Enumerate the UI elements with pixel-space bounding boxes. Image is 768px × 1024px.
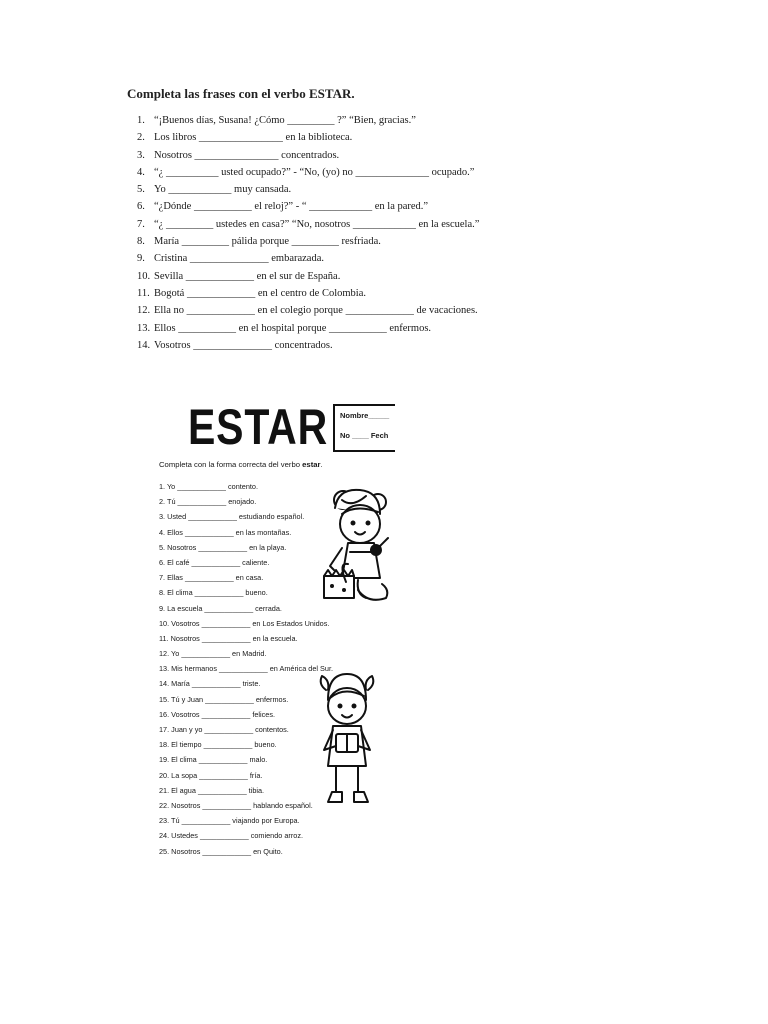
exercise-item: 17. Juan y yo ____________ contentos. xyxy=(159,725,289,734)
instructions-suffix: . xyxy=(320,460,323,469)
exercise-item: 3. Usted ____________ estudiando español. xyxy=(159,512,305,522)
exercise-number: 9. xyxy=(137,253,145,265)
exercise-item: 18. El tiempo ____________ bueno. xyxy=(159,740,277,750)
exercise-item: 13. Mis hermanos ____________ en América del Sur. xyxy=(159,664,334,674)
name-date-box xyxy=(333,404,395,452)
exercise-item xyxy=(127,147,527,164)
exercise-item: 24. Ustedes ____________ comiendo arroz. xyxy=(159,831,304,841)
exercise-text: Los libros ________________ en la biblioteca. xyxy=(154,132,353,144)
exercise-item: 9. La escuela ____________ cerrada. xyxy=(159,603,282,613)
exercise-text: Yo ____________ muy cansada. xyxy=(154,184,292,196)
exercise-item: 12. Yo ____________ en Madrid. xyxy=(159,649,267,659)
exercise-item: 16. Vosotros ____________ felices. xyxy=(159,709,276,719)
exercise-number: 10. xyxy=(137,270,151,282)
exercise-text: “¡Buenos días, Susana! ¿Cómo _________ ?” “Bien, gracias.” xyxy=(154,115,416,126)
exercise-item xyxy=(127,112,527,129)
exercise-item xyxy=(127,181,527,198)
exercise-item xyxy=(127,337,527,354)
exercise-item xyxy=(127,164,527,181)
number-date-field-label: No ____ Fech xyxy=(340,431,389,440)
exercise-number: 2. xyxy=(137,132,145,144)
instructions-prefix: Completa con la forma correcta del verbo xyxy=(159,460,303,469)
worksheet-heading: ESTAR xyxy=(188,399,329,455)
girl-holding-book-icon xyxy=(314,670,380,812)
exercise-item: 22. Nosotros ____________ hablando español. xyxy=(159,800,313,810)
name-field-label: Nombre_____ xyxy=(340,411,390,420)
exercise-item: 5. Nosotros ____________ en la playa. xyxy=(159,542,287,552)
exercise-number: 4. xyxy=(137,166,145,178)
exercise-item xyxy=(127,216,527,233)
exercise-number: 14. xyxy=(137,339,151,351)
exercise-text: Cristina _______________ embarazada. xyxy=(154,253,324,265)
exercise-text: Ella no _____________ en el colegio porque _____________ de vacaciones. xyxy=(154,305,478,317)
exercise-item: 8. El clima ____________ bueno. xyxy=(159,588,268,598)
exercise-item xyxy=(127,302,527,319)
exercise-item: 7. Ellas ____________ en casa. xyxy=(159,573,264,583)
girl-with-sandcastle-icon xyxy=(320,486,390,610)
exercise-item xyxy=(127,129,527,146)
exercise-item xyxy=(127,250,527,267)
exercise-number: 5. xyxy=(137,184,145,196)
instructions xyxy=(159,460,323,469)
instructions-verb: estar xyxy=(302,460,321,469)
exercise-text: Nosotros ________________ concentrados. xyxy=(154,149,340,161)
exercise-item: 25. Nosotros ____________ en Quito. xyxy=(159,846,283,856)
exercise-item: 6. El café ____________ caliente. xyxy=(159,557,270,567)
exercise-item xyxy=(127,320,527,337)
exercise-item: 1. Yo ____________ contento. xyxy=(159,482,259,491)
exercise-list xyxy=(127,112,527,354)
exercise-text: Ellos ___________ en el hospital porque ___________ enfermos. xyxy=(154,322,432,334)
exercise-item xyxy=(127,233,527,250)
exercise-number: 1. xyxy=(137,115,145,126)
exercise-item xyxy=(127,285,527,302)
exercise-text: “¿ __________ usted ocupado?” - “No, (yo) no ______________ ocupado.” xyxy=(154,166,475,178)
exercise-item: 21. El agua ____________ tibia. xyxy=(159,785,265,795)
exercise-text: Vosotros _______________ concentrados. xyxy=(154,339,333,351)
exercise-item: 15. Tú y Juan ____________ enfermos. xyxy=(159,694,289,704)
exercise-number: 11. xyxy=(137,287,150,299)
exercise-number: 6. xyxy=(137,201,145,213)
exercise-number: 3. xyxy=(137,149,145,161)
exercise-text: “¿ _________ ustedes en casa?” “No, nosotros ____________ en la escuela.” xyxy=(154,218,480,230)
exercise-item: 11. Nosotros ____________ en la escuela. xyxy=(159,633,298,643)
exercise-item: 2. Tú ____________ enojado. xyxy=(159,497,257,507)
exercise-text: Bogotá _____________ en el centro de Colombia. xyxy=(154,287,367,299)
exercise-item xyxy=(127,198,527,215)
exercise-item: 20. La sopa ____________ fría. xyxy=(159,770,263,780)
exercise-number: 8. xyxy=(137,236,145,248)
worksheet-estar-phrases xyxy=(127,86,527,354)
exercise-text: Sevilla _____________ en el sur de España. xyxy=(154,270,341,282)
exercise-number: 7. xyxy=(137,218,145,230)
worksheet-title: Completa las frases con el verbo ESTAR. xyxy=(127,86,355,101)
exercise-number: 12. xyxy=(137,305,151,317)
exercise-list xyxy=(159,479,333,859)
exercise-number: 13. xyxy=(137,322,151,334)
exercise-item xyxy=(127,268,527,285)
exercise-item: 14. María ____________ triste. xyxy=(159,679,261,689)
exercise-item: 4. Ellos ____________ en las montañas. xyxy=(159,527,292,537)
exercise-item: 10. Vosotros ____________ en Los Estados Unidos. xyxy=(159,618,330,628)
exercise-text: “¿Dónde ___________ el reloj?” - “ ____________ en la pared.” xyxy=(154,201,429,213)
exercise-item: 23. Tú ____________ viajando por Europa. xyxy=(159,816,300,826)
exercise-item: 19. El clima ____________ malo. xyxy=(159,755,268,765)
worksheet-estar-forms xyxy=(156,398,388,858)
exercise-text: María _________ pálida porque _________ resfriada. xyxy=(154,236,381,248)
